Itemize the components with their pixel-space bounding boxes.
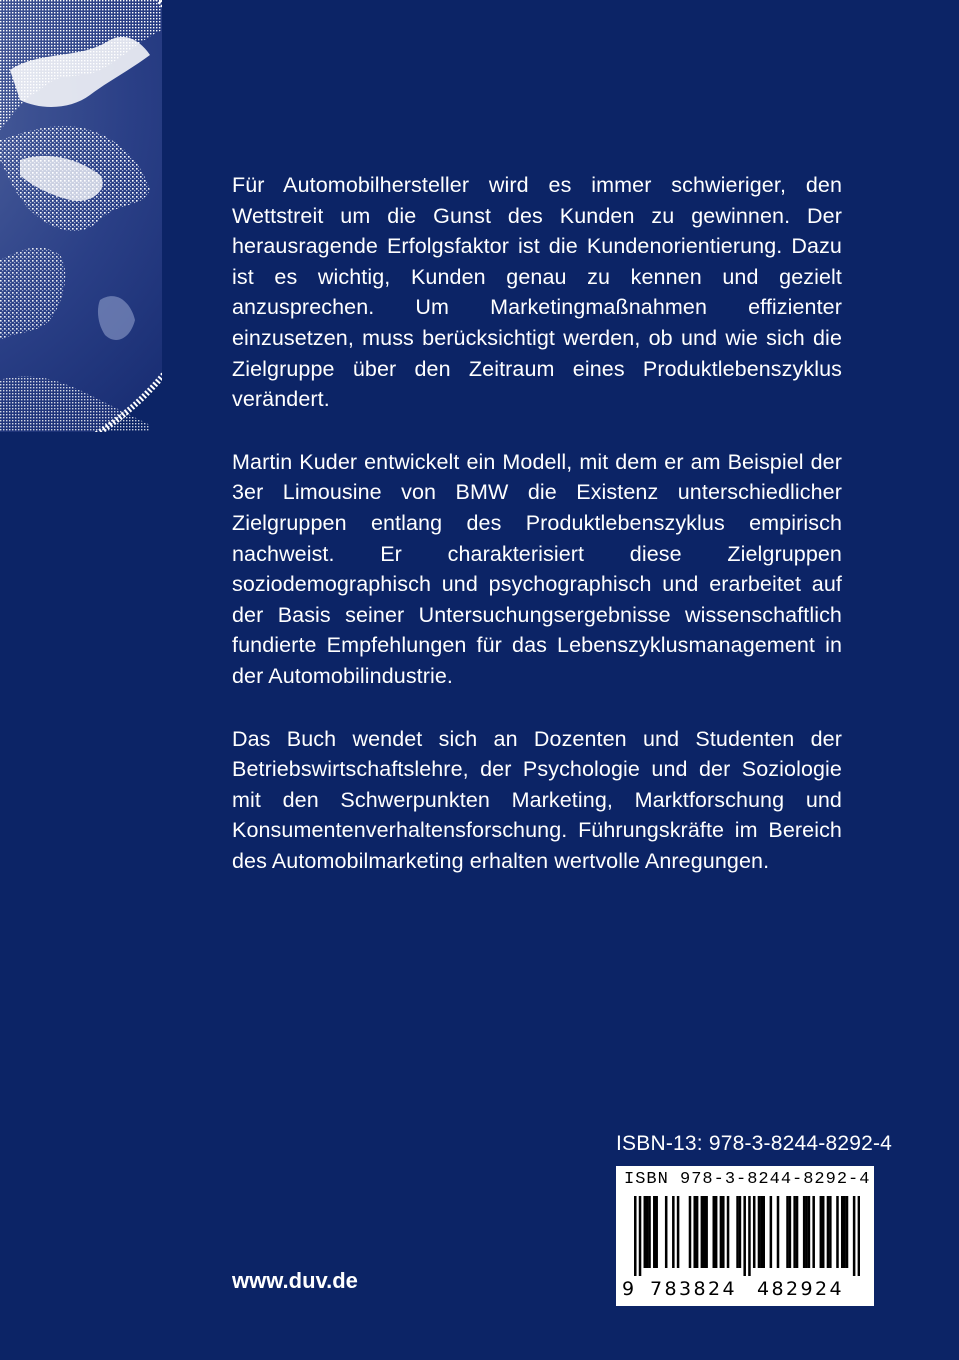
barcode-bar: [846, 1196, 849, 1268]
blurb-paragraph-3: Das Buch wendet sich an Dozenten und Studenten der Betriebswirtschaftslehre, der Psychologie und der Soziologie mit den Schwerpunkten Marketing, Marktforschung und Konsumentenverhaltensforschung. Führungskräfte im Bereich des Automobilmarketing erhalten wertvolle Anregungen.: [232, 726, 842, 873]
barcode-bar: [648, 1196, 651, 1268]
barcode-bar: [760, 1196, 763, 1268]
barcode-bar: [789, 1196, 792, 1268]
barcode-bar: [770, 1196, 773, 1268]
barcode-bar: [703, 1196, 706, 1268]
barcode-bar: [653, 1196, 656, 1268]
barcode-bar: [634, 1196, 637, 1276]
barcode-bar: [689, 1196, 692, 1268]
barcode-bar: [805, 1196, 808, 1268]
barcode-bar: [786, 1196, 789, 1268]
barcode-bar: [722, 1196, 725, 1268]
barcode-bar: [803, 1196, 806, 1268]
barcode-bar: [701, 1196, 704, 1268]
isbn-label: ISBN-13: 978-3-8244-8292-4: [616, 1132, 893, 1155]
barcode-left-group: 783824: [650, 1278, 737, 1300]
barcode-bar: [843, 1196, 846, 1268]
barcode-bar: [836, 1196, 839, 1268]
barcode-bar: [762, 1196, 765, 1268]
barcode-bar: [655, 1196, 658, 1268]
barcode-bar: [808, 1196, 811, 1268]
barcode-bar: [713, 1196, 716, 1268]
barcode-bar: [820, 1196, 823, 1268]
barcode-right-group: 482924: [757, 1278, 844, 1300]
barcode-bar: [748, 1196, 751, 1276]
isbn-barcode: [616, 1166, 874, 1306]
publisher-url[interactable]: www.duv.de: [232, 1268, 358, 1293]
barcode-bar: [672, 1196, 675, 1268]
barcode-bar: [743, 1196, 746, 1276]
barcode-bar: [720, 1196, 723, 1268]
barcode-bar: [812, 1196, 815, 1268]
barcode-bar: [793, 1196, 796, 1268]
barcode-bar: [841, 1196, 844, 1268]
barcode-bar: [777, 1196, 780, 1268]
barcode-first-digit: 9: [622, 1278, 635, 1300]
barcode-bar: [646, 1196, 649, 1268]
barcode-bar: [739, 1196, 742, 1268]
globe-image: [0, 0, 162, 432]
blurb-paragraph-2: Martin Kuder entwickelt ein Modell, mit dem er am Beispiel der 3er Limousine von BMW die Existenz unterschiedlicher Zielgruppen entlang des Produktlebenszyklus empirisch nachweist. Er charakterisiert diese Zielgruppen soziodemographisch und psychographisch und erarbeitet auf der Basis seiner Untersuchungsergebnisse wissenschaftlich fundierte Empfehlungen für das Lebenszyklusmanagement in der Automobilindustrie.: [232, 449, 842, 688]
barcode-bar: [753, 1196, 756, 1268]
barcode-bar: [693, 1196, 696, 1268]
blurb: [232, 170, 842, 908]
barcode-bar: [827, 1196, 830, 1268]
barcode-bar: [853, 1196, 856, 1276]
barcode-bar: [858, 1196, 860, 1276]
barcode-bar: [696, 1196, 699, 1268]
barcode-bar: [727, 1196, 730, 1268]
barcode-bar: [639, 1196, 642, 1276]
blurb-paragraph-1: Für Automobilhersteller wird es immer schwieriger, den Wettstreit um die Gunst des Kunden zu gewinnen. Der herausragende Erfolgsfaktor ist die Kundenorientierung. Dazu ist es wichtig, Kunden genau zu kennen und gezielt anzusprechen. Um Marketingmaßnahmen effizienter einzusetzen, muss berücksichtigt werden, ob und wie sich die Zielgruppe über den Zeitraum eines Produktlebenszyklus verändert.: [232, 173, 842, 412]
barcode-bar: [705, 1196, 708, 1268]
barcode-bar: [822, 1196, 825, 1268]
barcode-bar: [736, 1196, 739, 1268]
barcode-bar: [665, 1196, 668, 1268]
barcode-bar: [644, 1196, 647, 1268]
barcode-bar: [758, 1196, 761, 1268]
barcode-top-text: ISBN 978-3-8244-8292-4: [624, 1170, 871, 1189]
barcode-bar: [715, 1196, 718, 1268]
barcode-bar: [796, 1196, 799, 1268]
barcode-bar: [677, 1196, 680, 1268]
barcode-bar: [829, 1196, 832, 1268]
barcode-bars: [634, 1196, 860, 1276]
